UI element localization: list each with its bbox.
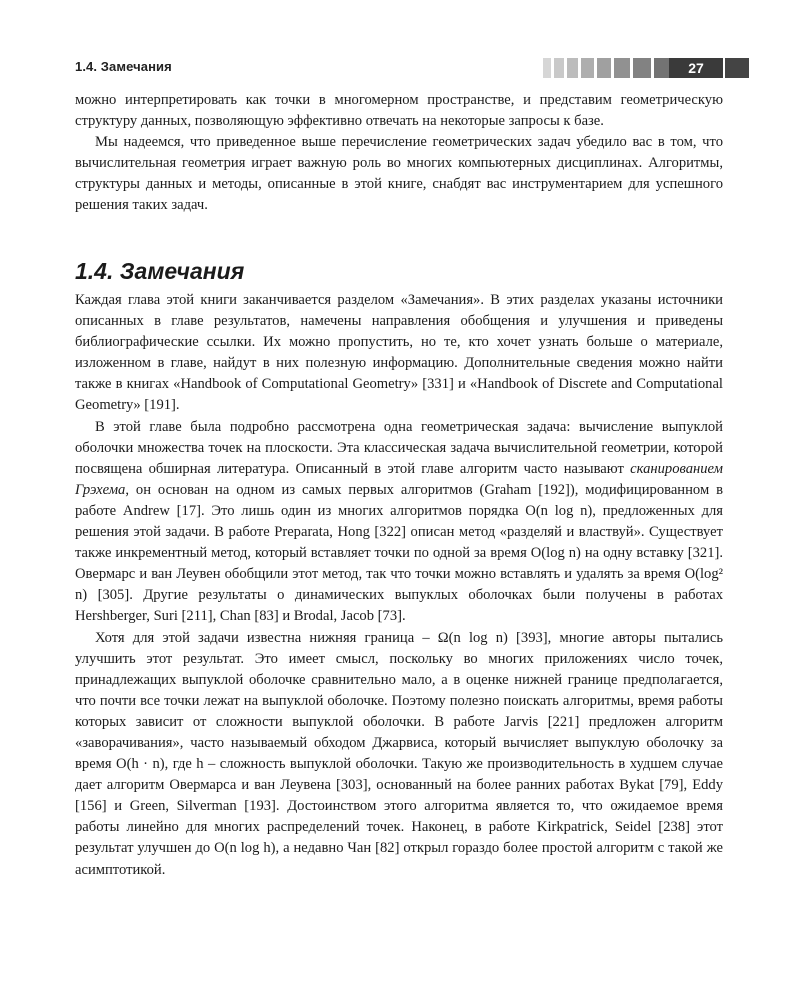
gradient-bar [567, 58, 578, 78]
page-number: 27 [669, 58, 723, 78]
section-paragraph: Хотя для этой задачи известна нижняя граница – Ω(n log n) [393], многие авторы пытались улучшить этот результат. Это имеет смысл, поскольку во многих приложениях число точек, принадлежащих выпуклой оболочке сравнительно мало, а в оценке нижней границе предполагается, что почти все точки лежат на выпуклой оболочке. Поэтому полезно поискать алгоритмы, время работы которых зависит от сложности выпуклой оболочки. В работе Jarvis [221] предложен алгоритм «заворачивания», часто называемый обходом Джарвиса, который вычисляет выпуклую оболочку за время O(h · n), где h – сложность выпуклой оболочки. Такую же производительность в худшем случае дает алгоритм Овермарса и ван Леувена [303], основанный на более ранних работах Bykat [79], Eddy [156] и Green, Silverman [193]. Достоинством этого алгоритма является то, что ожидаемое время работы линейно для многих распределений точек. Наконец, в работе Kirkpatrick, Seidel [238] этот результат улучшен до O(n log h), а недавно Чан [82] открыл гораздо более простой алгоритм с такой же асимптотикой. [75, 629, 723, 878]
intro-paragraph: можно интерпретировать как точки в многомерном пространстве, и представим геометрическую структуру данных, позволяющую эффективно отвечать на некоторые запросы к базе. [75, 92, 723, 130]
emphasis-term: сканированием Грэхема [75, 460, 723, 498]
text-run: В этой главе была подробно рассмотрена одна геометрическая задача: вычисление выпуклой оболочки множества точек на плоскости. Эта классическая задача вычислительной геометрии, которой посвящена обширная литература. Описанный в этой главе алгоритм часто называют [75, 418, 723, 477]
gradient-bar [543, 58, 551, 78]
intro-paragraph: Мы надеемся, что приведенное выше перечисление геометрических задач убедило вас в том, что вычислительная геометрия играет важную роль во многих компьютерных дисциплинах. Алгоритмы, структуры данных и методы, описанные в этой книге, снабдят вас инструментарием для успешного решения таких задач. [75, 134, 723, 214]
section-heading: 1.4. Замечания [75, 258, 245, 284]
text-run: , он основан на одном из самых первых алгоритмов (Graham [192]), модифицированном в работе Andrew [17]. Это лишь один из многих алгоритмов порядка O(n log n), предложенных для решения этой задачи. В работе Preparata, Hong [322] описан метод «разделяй и властвуй». Существует также инкрементный метод, который вставляет точки по одной за время O(log n) на одну вставку [321]. Овермарс и ван Леувен обобщили этот метод, так что точки можно вставлять и удалять за время O(log² n) [305]. Другие результаты о динамических выпуклых оболочках были получены в работах Hershberger, Suri [211], Chan [83] и Brodal, Jacob [73]. [75, 481, 723, 625]
gradient-bar [725, 58, 749, 78]
gradient-bar [597, 58, 611, 78]
running-head [75, 58, 723, 78]
gradient-bar [554, 58, 564, 78]
section-paragraph [75, 417, 723, 628]
running-head-title: 1.4. Замечания [75, 59, 172, 74]
gradient-bar [614, 58, 630, 78]
gradient-bar [581, 58, 594, 78]
section-text [75, 290, 723, 881]
intro-text [75, 90, 723, 217]
section-paragraph: Каждая глава этой книги заканчивается разделом «Замечания». В этих разделах указаны источники описанных в главе результатов, намечены направления обобщения и улучшения и приведены библиографические ссылки. Их можно пропустить, но те, кто хочет узнать больше о материале, изложенном в главе, найдут в них полезную информацию. Дополнительные сведения можно найти также в книгах «Handbook of Computational Geometry» [331] и «Handbook of Discrete and Computational Geometry» [191]. [75, 292, 723, 414]
gradient-bar [633, 58, 651, 78]
